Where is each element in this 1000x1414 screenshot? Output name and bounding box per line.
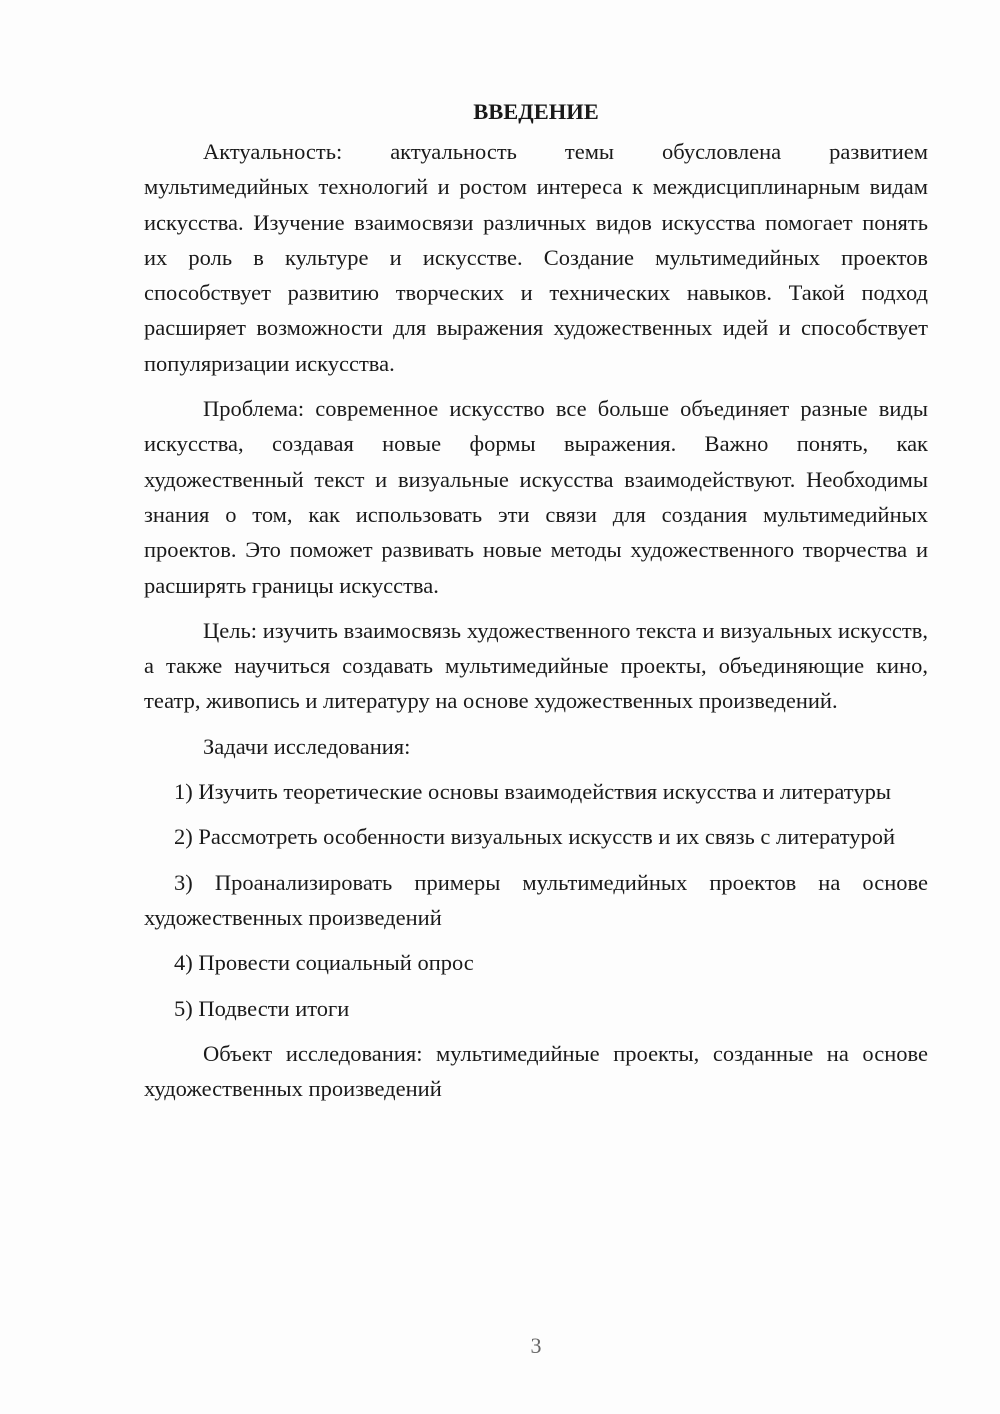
- task-item-5: 5) Подвести итоги: [174, 995, 350, 1021]
- task-item-2: 2) Рассмотреть особенности визуальных искусств и их связь с литературой: [174, 824, 896, 850]
- object-paragraph: Объект исследования: мультимедийные проекты, созданные на основе художественных произведений: [144, 1040, 928, 1102]
- task-item-4: 4) Провести социальный опрос: [174, 950, 474, 976]
- page-content: [144, 94, 928, 1116]
- task-item-3: 3) Проанализировать примеры мультимедийных проектов на основе художественных произведений: [144, 869, 928, 930]
- problem-paragraph: Проблема: современное искусство все больше объединяет разные виды искусства, создавая новые формы выражения. Важно понять, как художественный текст и визуальные искусства взаимодействуют. Необходимы знания о том, как использовать эти связи для создания мультимедийных проектов. Это поможет развивать новые методы художественного творчества и расширять границы искусства.: [144, 396, 928, 598]
- page-number: 3: [530, 1333, 542, 1358]
- tasks-heading: Задачи исследования:: [203, 733, 411, 759]
- task-item-1: 1) Изучить теоретические основы взаимодействия искусства и литературы: [174, 779, 891, 805]
- goal-paragraph: Цель: изучить взаимосвязь художественного текста и визуальных искусств, а также научиться создавать мультимедийные проекты, объединяющие кино, театр, живопись и литературу на основе художественных произведений.: [144, 617, 928, 714]
- relevance-paragraph: Актуальность: актуальность темы обусловлена развитием мультимедийных технологий и ростом интереса к междисциплинарным видам искусства. Изучение взаимосвязи различных видов искусства помогает понять их роль в культуре и искусстве. Создание мультимедийных проектов способствует развитию творческих и технических навыков. Такой подход расширяет возможности для выражения художественных идей и способствует популяризации искусства.: [144, 139, 928, 376]
- page-title: ВВЕДЕНИЕ: [473, 99, 599, 124]
